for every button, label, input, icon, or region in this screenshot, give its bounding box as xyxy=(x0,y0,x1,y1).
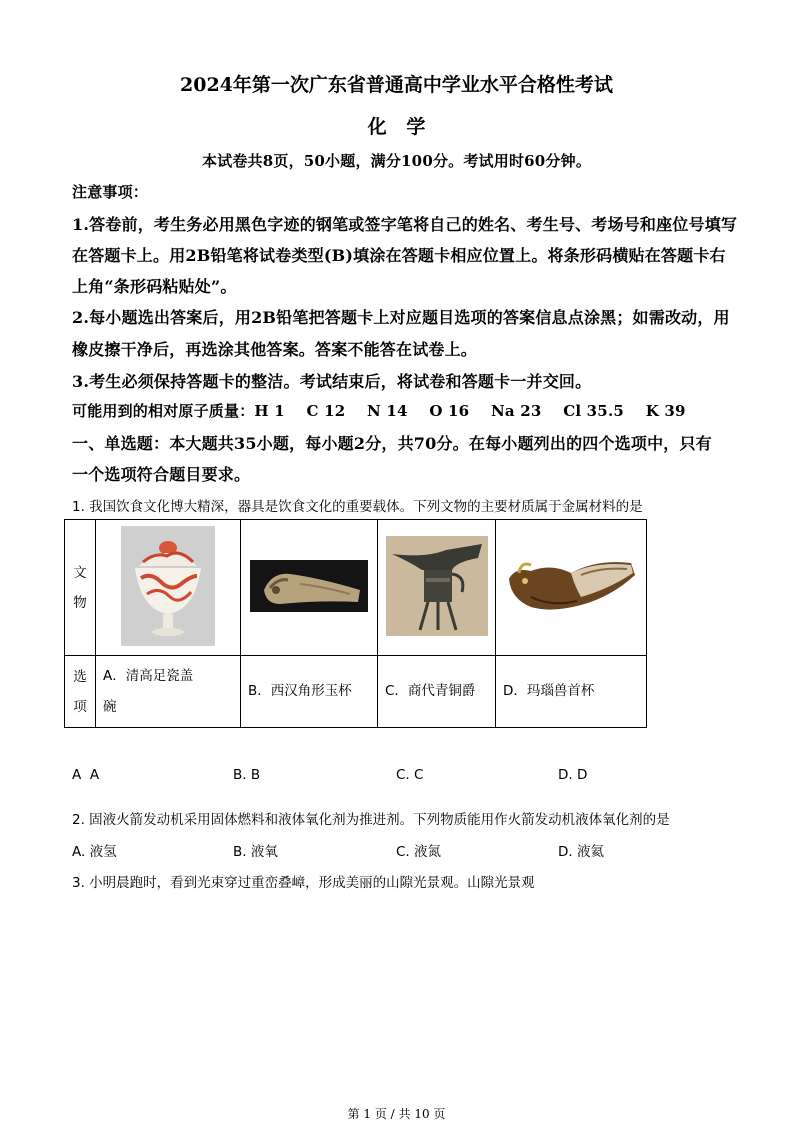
q2-stem: 2. 固液火箭发动机采用固体燃料和液体氧化剂为推进剂。下列物质能用作火箭发动机液体氧化剂的是 xyxy=(72,812,670,828)
artifact-a-cell xyxy=(96,520,241,656)
notes-line-5: 橡皮擦干净后，再选涂其他答案。答案不能答在试卷上。 xyxy=(72,340,478,359)
option-b-label: B．西汉角形玉杯 xyxy=(241,656,378,728)
exam-title: 2024年第一次广东省普通高中学业水平合格性考试 xyxy=(180,74,613,96)
artifact-d-cell xyxy=(496,520,647,656)
row-head-option: 选 项 xyxy=(65,656,96,728)
notes-line-3: 上角“条形码粘贴处”。 xyxy=(72,277,237,296)
q2-answer-a: A. 液氢 xyxy=(72,844,117,860)
section1-line-1: 一、单选题：本大题共35小题，每小题2分，共70分。在每小题列出的四个选项中，只有 xyxy=(72,434,712,453)
q3-stem: 3. 小明晨跑时，看到光束穿过重峦叠嶂，形成美丽的山隙光景观。山隙光景观 xyxy=(72,875,535,891)
q1-answer-d: D. D xyxy=(558,767,588,783)
artifact-c-cell xyxy=(378,520,496,656)
option-a-label: A．清高足瓷盖 碗 xyxy=(96,656,241,728)
atomic-masses: 可能用到的相对原子质量：H 1 C 12 N 14 O 16 Na 23 Cl 35.5 K 39 xyxy=(72,402,686,420)
q1-stem: 1. 我国饮食文化博大精深，器具是饮食文化的重要载体。下列文物的主要材质属于金属材料的是 xyxy=(72,499,643,515)
q2-answer-b: B. 液氧 xyxy=(233,844,278,860)
bronze-jue-image xyxy=(386,536,488,636)
exam-info: 本试卷共8页，50小题，满分100分。考试用时60分钟。 xyxy=(201,152,592,170)
section1-line-2: 一个选项符合题目要求。 xyxy=(72,465,251,484)
row-head-artifact: 文 物 xyxy=(65,520,96,656)
q1-answer-a: A A xyxy=(72,767,100,783)
q1-answer-b: B. B xyxy=(233,767,261,783)
q1-answer-c: C. C xyxy=(396,767,424,783)
notes-line-2: 在答题卡上。用2B铅笔将试卷类型(B)填涂在答题卡相应位置上。将条形码横贴在答题卡右 xyxy=(72,246,726,265)
notes-line-6: 3.考生必须保持答题卡的整洁。考试结束后，将试卷和答题卡一并交回。 xyxy=(72,372,592,391)
option-d-label: D．玛瑙兽首杯 xyxy=(496,656,647,728)
q1-artifact-table xyxy=(64,519,647,728)
porcelain-bowl-image xyxy=(121,526,215,646)
notes-heading: 注意事项： xyxy=(72,183,149,201)
q2-answer-c: C. 液氮 xyxy=(396,844,442,860)
notes-line-4: 2.每小题选出答案后，用2B铅笔把答题卡上对应题目选项的答案信息点涂黑；如需改动，用 xyxy=(72,308,730,327)
jade-horn-cup-image xyxy=(250,560,368,612)
artifact-b-cell xyxy=(241,520,378,656)
option-c-label: C．商代青铜爵 xyxy=(378,656,496,728)
page-number: 第 1 页 / 共 10 页 xyxy=(347,1107,446,1121)
notes-line-1: 1.答卷前，考生务必用黑色字迹的钢笔或签字笔将自己的姓名、考生号、考场号和座位号填写 xyxy=(72,215,738,234)
q2-answer-d: D. 液氦 xyxy=(558,844,604,860)
agate-beast-head-cup-image xyxy=(501,553,641,619)
subject-title: 化 学 xyxy=(367,116,426,138)
